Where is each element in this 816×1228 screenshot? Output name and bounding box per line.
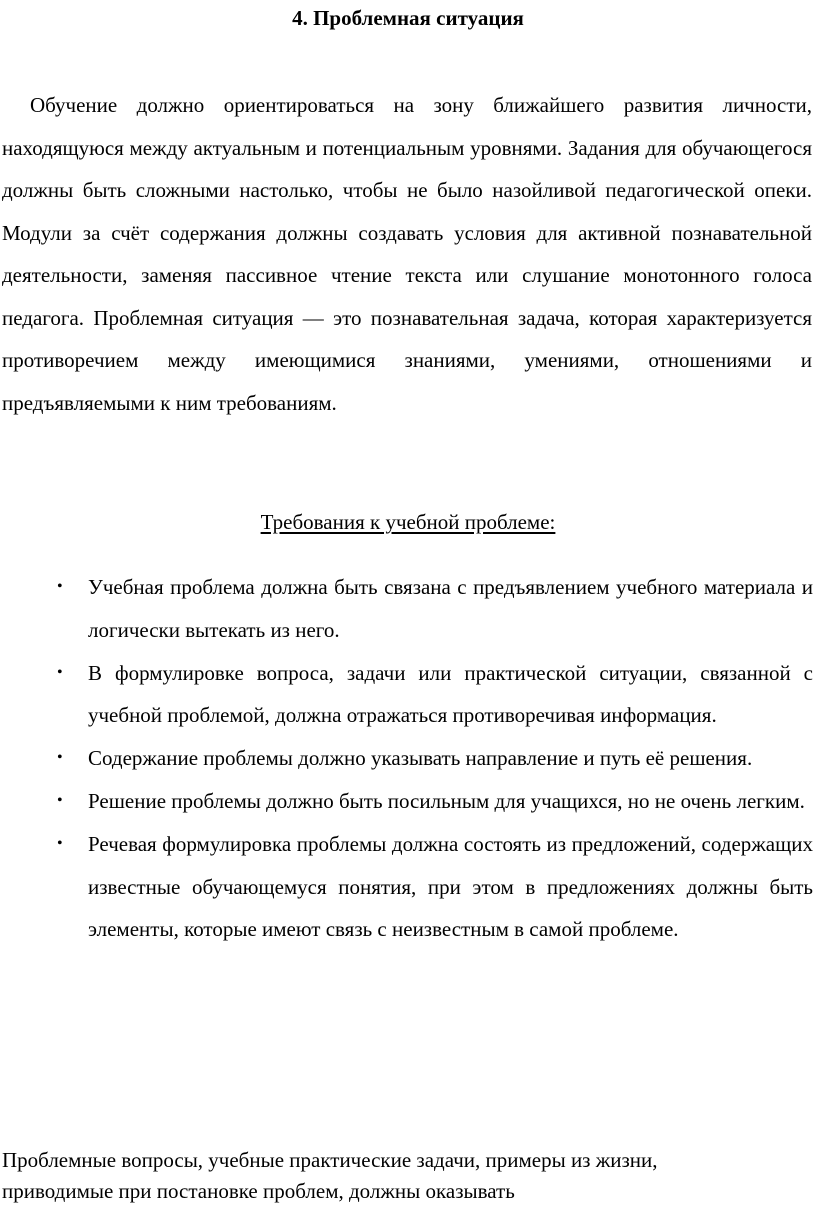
bullet-icon: • [57, 792, 63, 809]
section-heading: 4. Проблемная ситуация [292, 6, 524, 30]
list-item [57, 566, 813, 651]
closing-line-1: Проблемные вопросы, учебные практические задачи, примеры из жизни, [2, 1148, 658, 1172]
list-item [57, 823, 813, 951]
bullet-icon: • [57, 578, 63, 595]
list-item [57, 780, 813, 823]
intro-paragraph: Обучение должно ориентироваться на зону ближайшего развития личности, находящуюся между актуальным и потенциальным уровнями. Задания для обучающегося должны быть сложными настолько, чтобы не было назойливой педагогической опеки. Модули за счёт содержания должны создавать условия для активной познавательной деятельности, заменяя пассивное чтение текста или слушание монотонного голоса педагога. Проблемная ситуация — это познавательная задача, которая характеризуется противоречием между имеющимися знаниями, умениями, отношениями и предъявляемыми к ним требованиям. [2, 93, 812, 415]
bullet-icon: • [57, 749, 63, 766]
closing-paragraph [2, 1145, 812, 1207]
list-item-text: Учебная проблема должна быть связана с предъявлением учебного материала и логически вытекать из него. [88, 575, 813, 642]
list-item [57, 737, 813, 780]
closing-line-2: приводимые при постановке проблем, должны оказывать [2, 1179, 515, 1203]
list-item-text: В формулировке вопроса, задачи или практической ситуации, связанной с учебной проблемой, должна отражаться противоречивая информация. [88, 660, 813, 727]
requirements-heading-text: Требования к учебной проблеме: [260, 510, 556, 534]
requirements-list [57, 566, 813, 951]
list-item [57, 652, 813, 737]
list-item-text: Речевая формулировка проблемы должна состоять из предложений, содержащих известные обучающемуся понятия, при этом в предложениях должны быть элементы, которые имеют связь с неизвестным в самой проблеме. [88, 832, 813, 941]
bullet-icon: • [57, 835, 63, 852]
requirements-heading [0, 507, 816, 537]
list-item-text: Решение проблемы должно быть посильным для учащихся, но не очень легким. [88, 789, 805, 813]
list-item-text: Содержание проблемы должно указывать направление и путь её решения. [88, 746, 753, 770]
bullet-icon: • [57, 663, 63, 681]
